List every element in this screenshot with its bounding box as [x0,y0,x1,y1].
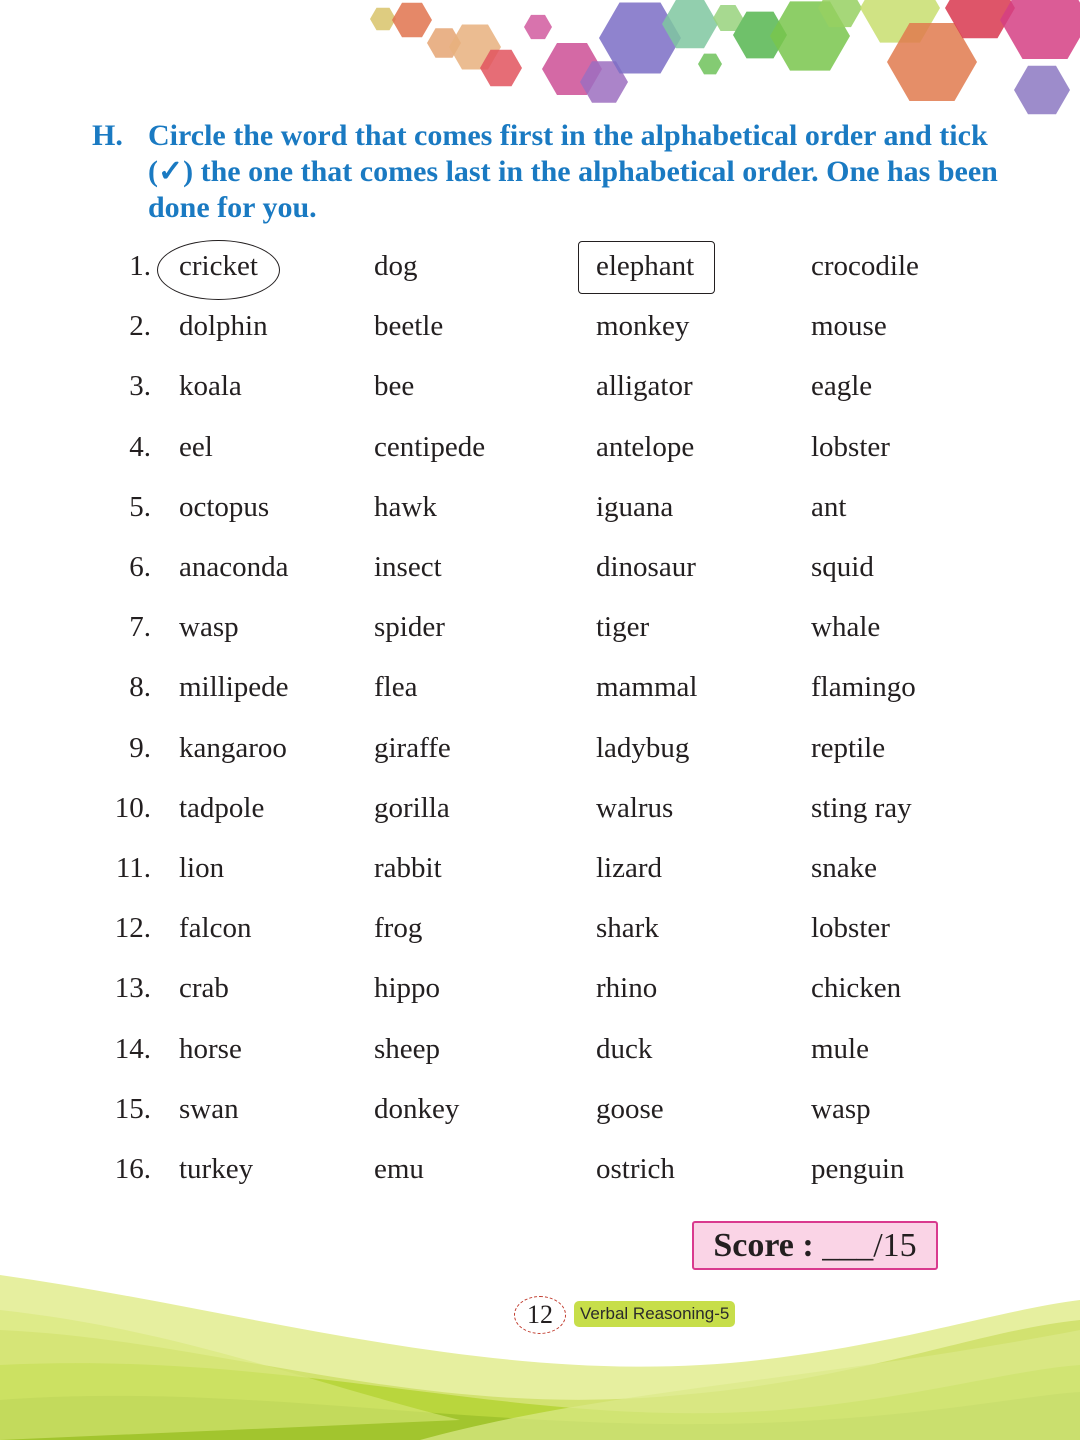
book-title: Verbal Reasoning-5 [574,1301,735,1327]
row-number: 2. [129,310,151,343]
word-row [0,661,1080,717]
word-option[interactable]: walrus [596,791,674,824]
word-row [0,1143,1080,1199]
word-option[interactable]: insect [374,551,442,583]
word-option[interactable]: chicken [811,972,902,1005]
word-option[interactable]: mule [811,1032,869,1065]
word-option[interactable]: rhino [596,972,658,1005]
word-row [0,902,1080,958]
row-number: 3. [129,370,151,403]
word-option[interactable]: rabbit [374,852,442,884]
word-option[interactable]: gorilla [374,791,450,824]
row-number: 8. [129,671,151,704]
word-option[interactable]: hippo [374,972,441,1005]
row-number: 4. [129,430,151,463]
word-option[interactable]: tadpole [179,791,265,824]
word-option[interactable]: elephant [596,250,695,282]
word-option[interactable]: frog [374,912,423,945]
word-option[interactable]: antelope [596,430,695,463]
word-row [0,300,1080,356]
word-option[interactable]: goose [596,1092,664,1125]
word-option[interactable]: falcon [179,912,252,945]
row-number: 9. [129,731,151,764]
word-option[interactable]: cricket [179,250,258,282]
word-row [0,722,1080,778]
row-number: 14. [114,1032,151,1065]
word-option[interactable]: flea [374,671,418,704]
word-option[interactable]: flamingo [811,671,916,704]
row-number: 12. [114,912,151,945]
page-number: 12 [514,1296,566,1334]
word-option[interactable]: lobster [811,912,890,945]
word-option[interactable]: duck [596,1032,653,1065]
word-option[interactable]: emu [374,1153,424,1185]
row-number: 10. [114,791,151,824]
word-option[interactable]: penguin [811,1153,905,1185]
word-option[interactable]: crab [179,972,229,1005]
word-option[interactable]: horse [179,1032,242,1065]
word-row [0,541,1080,597]
word-option[interactable]: turkey [179,1153,254,1185]
word-option[interactable]: iguana [596,490,674,523]
hexagon-shape [392,3,432,38]
exercise-heading [92,118,1002,226]
word-option[interactable]: whale [811,611,881,644]
row-number: 7. [129,611,151,644]
word-option[interactable]: beetle [374,310,444,343]
hexagon-shape [524,15,552,39]
word-row [0,601,1080,657]
row-number: 1. [129,250,151,282]
word-option[interactable]: swan [179,1092,239,1125]
word-option[interactable]: lobster [811,430,890,463]
exercise-instruction: Circle the word that comes first in the alphabetical order and tick (✓) the one that comes last in the alphabetical order. One has been done for you. [148,119,998,224]
word-option[interactable]: alligator [596,370,693,403]
word-option[interactable]: wasp [811,1092,871,1125]
word-option[interactable]: donkey [374,1092,460,1125]
word-option[interactable]: sheep [374,1032,441,1065]
word-option[interactable]: kangaroo [179,731,287,764]
exercise-letter: H. [92,119,123,152]
row-number: 11. [115,852,151,884]
row-number: 6. [129,551,151,583]
word-option[interactable]: hawk [374,490,437,523]
score-box [692,1221,938,1270]
word-option[interactable]: ladybug [596,731,690,764]
word-option[interactable]: giraffe [374,731,451,764]
word-option[interactable]: wasp [179,611,239,644]
word-option[interactable]: dinosaur [596,551,696,583]
word-option[interactable]: lizard [596,852,663,884]
word-option[interactable]: millipede [179,671,289,704]
word-row [0,240,1080,296]
word-option[interactable]: squid [811,551,874,583]
word-option[interactable]: ant [811,490,847,523]
word-option[interactable]: ostrich [596,1153,675,1185]
row-number: 15. [114,1092,151,1125]
word-option[interactable]: eel [179,430,213,463]
score-label: Score : [713,1227,814,1264]
word-option[interactable]: anaconda [179,551,289,583]
word-option[interactable]: mouse [811,310,887,343]
word-row [0,1083,1080,1139]
word-option[interactable]: eagle [811,370,873,403]
word-option[interactable]: shark [596,912,659,945]
hexagon-decoration [0,0,1080,120]
word-option[interactable]: monkey [596,310,690,343]
word-option[interactable]: snake [811,852,878,884]
word-row [0,421,1080,477]
hexagon-shape [698,54,722,75]
word-option[interactable]: lion [179,852,225,884]
word-option[interactable]: tiger [596,611,650,644]
word-option[interactable]: centipede [374,430,486,463]
score-blank: ___ [822,1227,874,1264]
word-row [0,1023,1080,1079]
row-number: 5. [129,490,151,523]
word-option[interactable]: koala [179,370,242,403]
word-row [0,962,1080,1018]
word-option[interactable]: reptile [811,731,886,764]
word-option[interactable]: spider [374,611,445,644]
hexagon-shape [1014,66,1070,114]
score-total: /15 [873,1227,917,1264]
word-row [0,782,1080,838]
word-option[interactable]: dolphin [179,310,268,343]
word-option[interactable]: dog [374,250,418,282]
word-row [0,360,1080,416]
row-number: 13. [114,972,151,1005]
word-option[interactable]: mammal [596,671,698,704]
word-row [0,481,1080,537]
hexagon-shape [370,8,396,31]
word-option[interactable]: octopus [179,490,270,523]
word-option[interactable]: crocodile [811,250,919,282]
word-option[interactable]: sting ray [811,791,912,824]
word-row [0,842,1080,898]
hexagon-shape [1000,0,1080,59]
row-number: 16. [114,1153,151,1185]
word-option[interactable]: bee [374,370,415,403]
